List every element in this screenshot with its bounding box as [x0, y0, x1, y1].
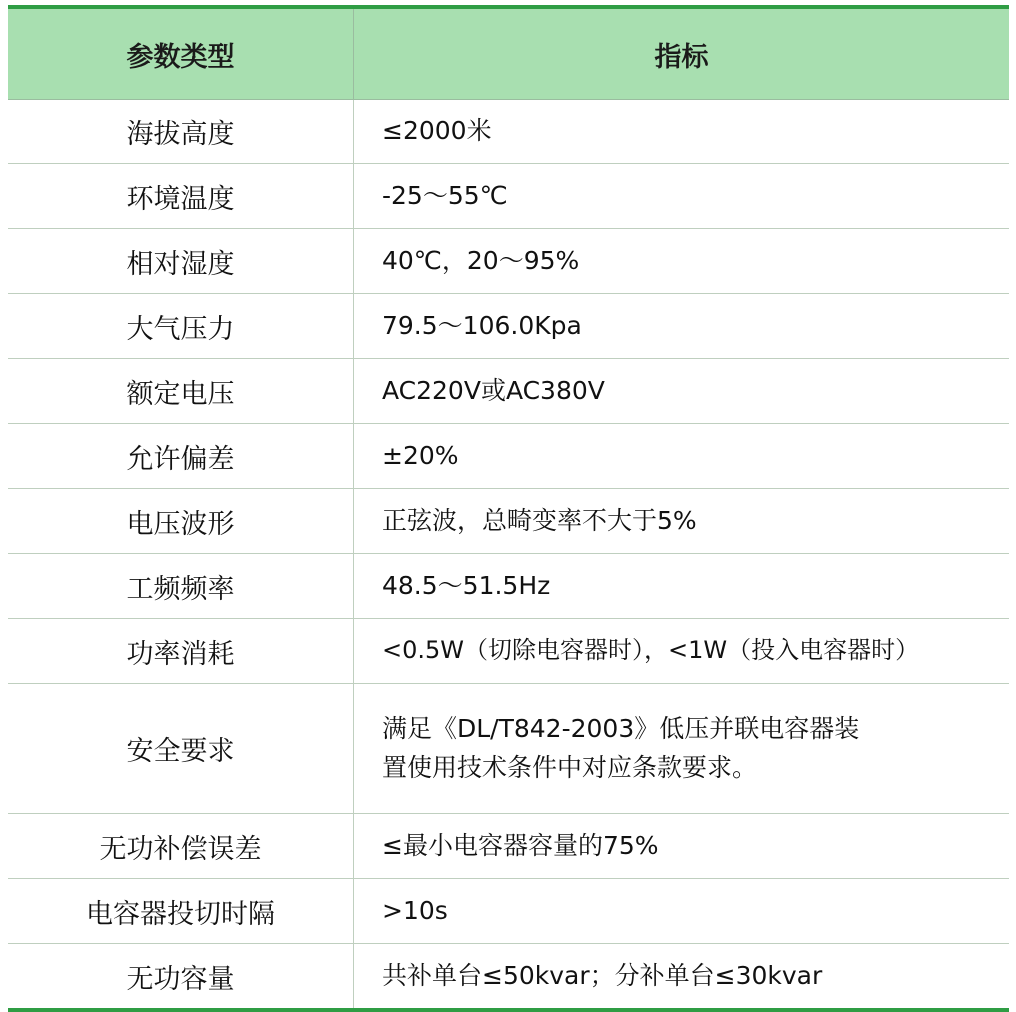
- table-row: [8, 100, 1009, 164]
- param-name: 电容器投切时隔: [86, 898, 275, 930]
- param-name: 大气压力: [126, 313, 235, 345]
- param-cell: [8, 814, 354, 878]
- param-cell: [8, 944, 354, 1008]
- param-name: 无功容量: [126, 963, 235, 995]
- param-cell: [8, 554, 354, 618]
- param-value-line-2: 置使用技术条件中对应条款要求。: [382, 752, 758, 782]
- param-value: -25～55℃: [382, 180, 508, 210]
- param-cell: [8, 359, 354, 423]
- table-row: [8, 294, 1009, 359]
- table-row: [8, 554, 1009, 619]
- param-value: 79.5～106.0Kpa: [382, 310, 582, 340]
- param-name: 无功补偿误差: [99, 833, 262, 865]
- value-cell: [354, 359, 1009, 423]
- param-name: 工频频率: [126, 573, 235, 605]
- table-row: [8, 879, 1009, 944]
- header-param-label: 参数类型: [126, 41, 235, 73]
- param-value: >10s: [382, 895, 448, 925]
- param-value: 48.5～51.5Hz: [382, 570, 551, 600]
- param-cell: [8, 489, 354, 553]
- param-name: 功率消耗: [126, 638, 235, 670]
- value-cell: [354, 294, 1009, 358]
- value-cell: [354, 879, 1009, 943]
- table-row: [8, 229, 1009, 294]
- param-cell: [8, 294, 354, 358]
- param-value: <0.5W（切除电容器时），<1W（投入电容器时）: [382, 636, 920, 665]
- param-value: 共补单台≤50kvar；分补单台≤30kvar: [382, 960, 823, 990]
- table-row: [8, 424, 1009, 489]
- value-cell: [354, 619, 1009, 683]
- header-cell-param: [8, 9, 354, 99]
- table-row: [8, 684, 1009, 814]
- value-cell: [354, 229, 1009, 293]
- param-name: 允许偏差: [126, 443, 235, 475]
- value-cell: [354, 944, 1009, 1008]
- param-cell: [8, 424, 354, 488]
- param-value: 正弦波，总畸变率不大于5%: [382, 505, 697, 535]
- param-value-line-1: 满足《DL/T842-2003》低压并联电容器装: [382, 713, 860, 743]
- param-name: 安全要求: [126, 736, 235, 767]
- param-cell: [8, 619, 354, 683]
- value-cell: [354, 814, 1009, 878]
- param-cell: [8, 164, 354, 228]
- param-cell: [8, 879, 354, 943]
- bottom-rule: [8, 1008, 1009, 1012]
- param-value: AC220V或AC380V: [382, 375, 605, 405]
- param-name: 环境温度: [126, 183, 235, 215]
- table-row: [8, 619, 1009, 684]
- param-name: 电压波形: [126, 508, 235, 540]
- value-cell: [354, 100, 1009, 163]
- param-name: 相对湿度: [126, 248, 235, 280]
- header-cell-spec: [354, 9, 1009, 99]
- param-cell: [8, 684, 354, 813]
- table-header-row: [8, 9, 1009, 100]
- table-row: [8, 359, 1009, 424]
- param-name: 海拔高度: [126, 119, 235, 150]
- param-value: ≤2000米: [382, 116, 492, 146]
- param-cell: [8, 100, 354, 163]
- param-name: 额定电压: [126, 378, 235, 410]
- table-row: [8, 164, 1009, 229]
- value-cell: [354, 684, 1009, 813]
- spec-table: [8, 5, 1009, 1012]
- value-cell: [354, 489, 1009, 553]
- value-cell: [354, 164, 1009, 228]
- header-spec-label: 指标: [654, 41, 709, 73]
- value-cell: [354, 554, 1009, 618]
- table-row: [8, 944, 1009, 1008]
- param-value: ±20%: [382, 440, 459, 470]
- param-cell: [8, 229, 354, 293]
- value-cell: [354, 424, 1009, 488]
- table-row: [8, 489, 1009, 554]
- table-row: [8, 814, 1009, 879]
- param-value: ≤最小电容器容量的75%: [382, 830, 659, 860]
- param-value: 40℃，20～95%: [382, 245, 580, 275]
